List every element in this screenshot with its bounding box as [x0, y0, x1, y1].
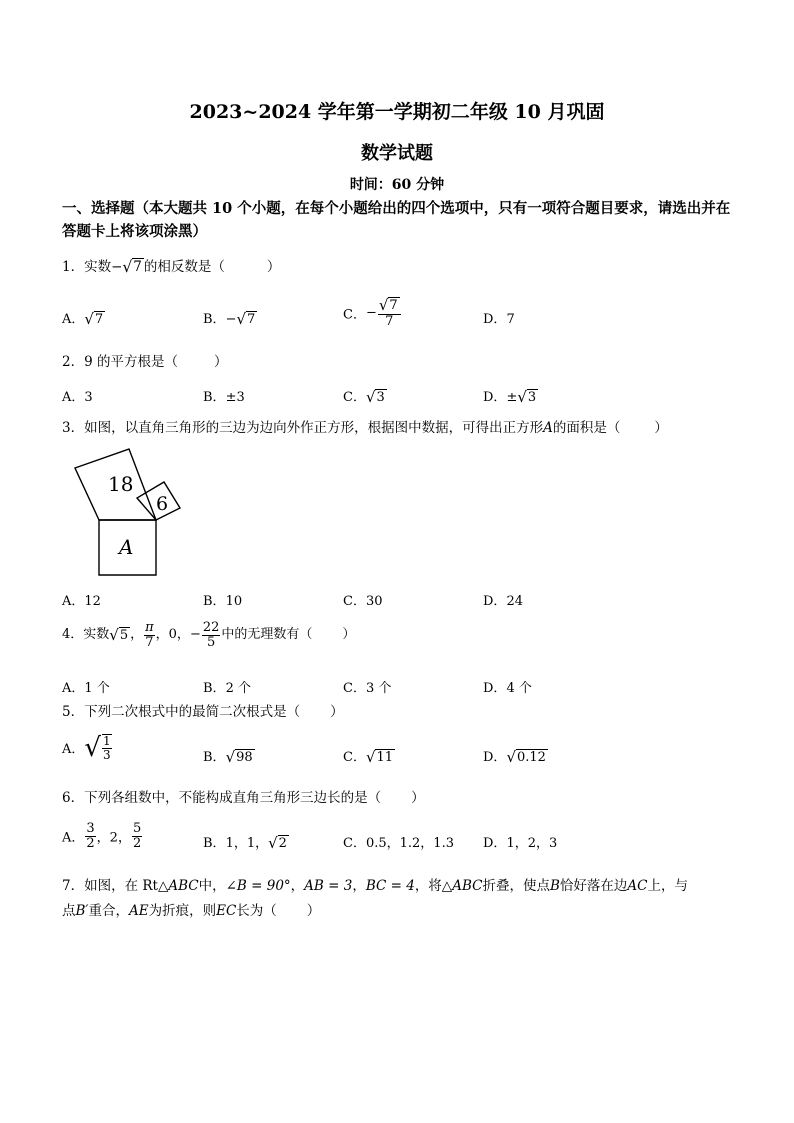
q3-option-d — [483, 590, 523, 609]
option-label: B． — [203, 594, 226, 609]
q3-text-post: 的面积是（ — [552, 420, 621, 436]
q3-option-c — [343, 590, 383, 609]
q6-option-c — [343, 832, 454, 851]
option-label: D． — [483, 681, 507, 696]
q5-option-a: A．√ $\frac{1}{3}$ — [62, 732, 111, 763]
option-text: 10 — [225, 594, 243, 609]
option-text: 30 — [365, 594, 383, 609]
option-label: C． — [343, 390, 366, 405]
option-label: D． — [483, 390, 507, 405]
q4-option-c — [343, 677, 391, 696]
option-text: 4 个 — [506, 681, 532, 696]
option-text: 3 — [84, 390, 93, 405]
q5-option-b: B．√98 — [203, 748, 253, 766]
q5-option-c: C．√11 — [343, 748, 394, 766]
option-label: C． — [343, 681, 366, 696]
q1-option-a: A．√7 — [62, 310, 104, 328]
option-denominator: 3 — [102, 747, 111, 762]
q7-text: 为折痕，则 — [148, 903, 217, 919]
q7-close: ） — [306, 903, 321, 919]
option-text: 3 个 — [365, 681, 392, 696]
q6-option-a — [62, 822, 143, 850]
q7-math: EC — [216, 903, 237, 919]
option-label: B． — [203, 312, 226, 327]
option-text: 24 — [506, 594, 523, 609]
q1-option-d — [483, 308, 515, 327]
q7-text: 中， — [198, 878, 226, 894]
q7-text: 7．如图，在 Rt△ — [62, 878, 169, 894]
option-denominator: 2 — [132, 835, 142, 851]
q7-math: AB = 3 — [304, 878, 353, 894]
option-text: 1，2，3 — [506, 836, 558, 851]
q4-radicand: 5 — [119, 627, 129, 643]
section-heading: 一、选择题（本大题共 10 个小题，在每个小题给出的四个选项中，只有一项符合题目要求，请选出并在答题卡上将该项涂黑） — [62, 200, 731, 240]
q1-option-b: B．−√7 — [203, 310, 256, 328]
q1-text-post: 的相反数是（ — [143, 259, 225, 275]
q7-math: ABC — [168, 878, 199, 894]
q4-option-d — [483, 677, 532, 696]
option-label: B． — [203, 681, 226, 696]
q1-close: ） — [266, 259, 281, 275]
option-label: B． — [203, 836, 226, 851]
option-text: 0.5，1.2，1.3 — [365, 836, 454, 851]
option-text: 2 个 — [225, 681, 251, 696]
question-5 — [62, 700, 344, 724]
option-label: A． — [62, 390, 85, 405]
q1-option-c: C．− $\frac{√7}{7}$ — [343, 298, 402, 328]
option-radicand: 3 — [376, 390, 385, 405]
option-label: A． — [62, 742, 85, 758]
q7-text: ， — [290, 878, 305, 894]
q1-neg: − — [111, 259, 123, 275]
pythagoras-squares-figure — [70, 446, 190, 581]
question-7-line-2 — [62, 899, 320, 923]
q7-text: 重合， — [88, 903, 129, 919]
exam-title: 2023~2024 学年第一学期初二年级 10 月巩固 — [189, 101, 605, 123]
option-numerator: 1 — [102, 734, 111, 748]
q5-close: ） — [330, 704, 344, 720]
q7-math: B — [549, 878, 560, 894]
option-label: A． — [62, 312, 85, 327]
question-2 — [62, 350, 227, 374]
q7-text: 上，与 — [647, 878, 688, 894]
q2-text: 2．9 的平方根是（ — [62, 354, 178, 370]
option-label: B． — [203, 390, 226, 405]
q4-option-b — [203, 677, 251, 696]
option-text: ，2， — [96, 830, 131, 846]
q4-sep: ，0， — [155, 627, 190, 643]
question-7-line-1 — [62, 874, 688, 898]
option-radicand: 2 — [278, 836, 287, 851]
option-label: C． — [343, 594, 366, 609]
option-radicand: 98 — [236, 750, 253, 765]
q4-frac-den: 5 — [206, 634, 216, 650]
q7-text: 恰好落在边 — [559, 878, 628, 894]
option-label: C． — [343, 750, 366, 765]
q1-text-pre: 1．实数 — [62, 259, 112, 275]
option-text: ±3 — [225, 390, 245, 405]
q3-var: A — [543, 420, 553, 436]
q4-text-post: 中的无理数有（ — [221, 627, 313, 643]
option-neg: − — [365, 305, 377, 321]
question-4: 4．实数√5 ， $\frac{\pi}{7}$ ，0，− $\frac{22}{5}$ 中的无理数有（ ） — [62, 620, 356, 650]
exam-subject: 数学试题 — [361, 143, 433, 164]
q4-pi: π — [145, 620, 154, 635]
option-pm: ± — [506, 390, 518, 405]
option-label: B． — [203, 750, 226, 765]
q4-neg: − — [189, 627, 201, 643]
option-radicand: 3 — [527, 390, 537, 405]
option-radicand: 0.12 — [516, 750, 546, 765]
option-text: 7 — [506, 312, 515, 327]
option-neg: − — [225, 312, 237, 327]
q7-text: 点 — [62, 903, 76, 919]
option-text: 12 — [84, 594, 101, 609]
option-text: 1 个 — [84, 681, 110, 696]
option-numerator: 5 — [132, 821, 142, 836]
option-label: D． — [483, 594, 507, 609]
option-label: D． — [483, 750, 507, 765]
question-3 — [62, 416, 668, 440]
q7-math: AC — [627, 878, 648, 894]
option-label: C． — [343, 307, 366, 323]
q7-text: ， — [352, 878, 366, 894]
q2-option-c: C．√3 — [343, 388, 385, 406]
q4-close: ） — [342, 627, 356, 643]
option-denominator: 7 — [385, 313, 394, 329]
option-label: C． — [343, 836, 366, 851]
q4-frac-num: 22 — [202, 620, 220, 635]
option-radicand: 7 — [94, 312, 104, 327]
q1-sqrt: √7 — [122, 258, 142, 276]
q6-text: 6．下列各组数中，不能构成直角三角形三边长的是（ — [62, 790, 382, 806]
q4-option-a — [62, 677, 110, 696]
q3-text-pre: 3．如图，以直角三角形的三边为边向外作正方形，根据图中数据，可得出正方形 — [62, 420, 544, 436]
q6-option-b: B．1，1，√2 — [203, 834, 287, 852]
q7-text: 长为（ — [236, 903, 277, 919]
exam-time: 时间：60 分钟 — [349, 177, 445, 193]
q2-option-d: D．±√3 — [483, 388, 537, 406]
square-6-label: 6 — [156, 493, 169, 515]
q6-option-d — [483, 832, 557, 851]
q7-math: ∠B = 90° — [225, 878, 291, 894]
option-radicand: 7 — [247, 312, 256, 327]
q2-close: ） — [213, 354, 228, 370]
option-denominator: 2 — [86, 835, 95, 851]
q4-text-pre: 4．实数 — [62, 627, 110, 643]
q3-option-b — [203, 590, 242, 609]
option-numerator: 3 — [86, 821, 95, 836]
option-radicand: 7 — [389, 298, 398, 313]
q7-math: AE — [129, 903, 149, 919]
q2-option-b — [203, 386, 245, 405]
q3-close: ） — [654, 420, 668, 436]
q2-option-a — [62, 386, 93, 405]
option-label: A． — [62, 681, 85, 696]
option-radicand: 11 — [376, 750, 394, 765]
q3-option-a — [62, 590, 101, 609]
square-a-label: A — [119, 535, 134, 559]
option-label: D． — [483, 836, 507, 851]
option-label: D． — [483, 312, 507, 327]
q4-sep: ， — [130, 627, 144, 643]
question-6 — [62, 786, 425, 810]
q7-math: B′ — [75, 903, 89, 919]
square-18-label: 18 — [108, 472, 134, 496]
q4-pi-den: 7 — [145, 634, 154, 650]
q5-option-d: D．√0.12 — [483, 748, 546, 766]
q6-close: ） — [411, 790, 425, 806]
q7-math: ABC — [452, 878, 483, 894]
q7-text: 折叠，使点 — [482, 878, 550, 894]
option-label: A． — [62, 830, 85, 846]
option-label: A． — [62, 594, 85, 609]
q7-math: BC = 4 — [365, 878, 415, 894]
question-1 — [62, 255, 280, 279]
q1-radicand: 7 — [133, 259, 142, 275]
q7-text: ，将△ — [414, 878, 453, 894]
option-text: 1，1， — [225, 836, 269, 851]
q5-text: 5．下列二次根式中的最简二次根式是（ — [62, 704, 301, 720]
